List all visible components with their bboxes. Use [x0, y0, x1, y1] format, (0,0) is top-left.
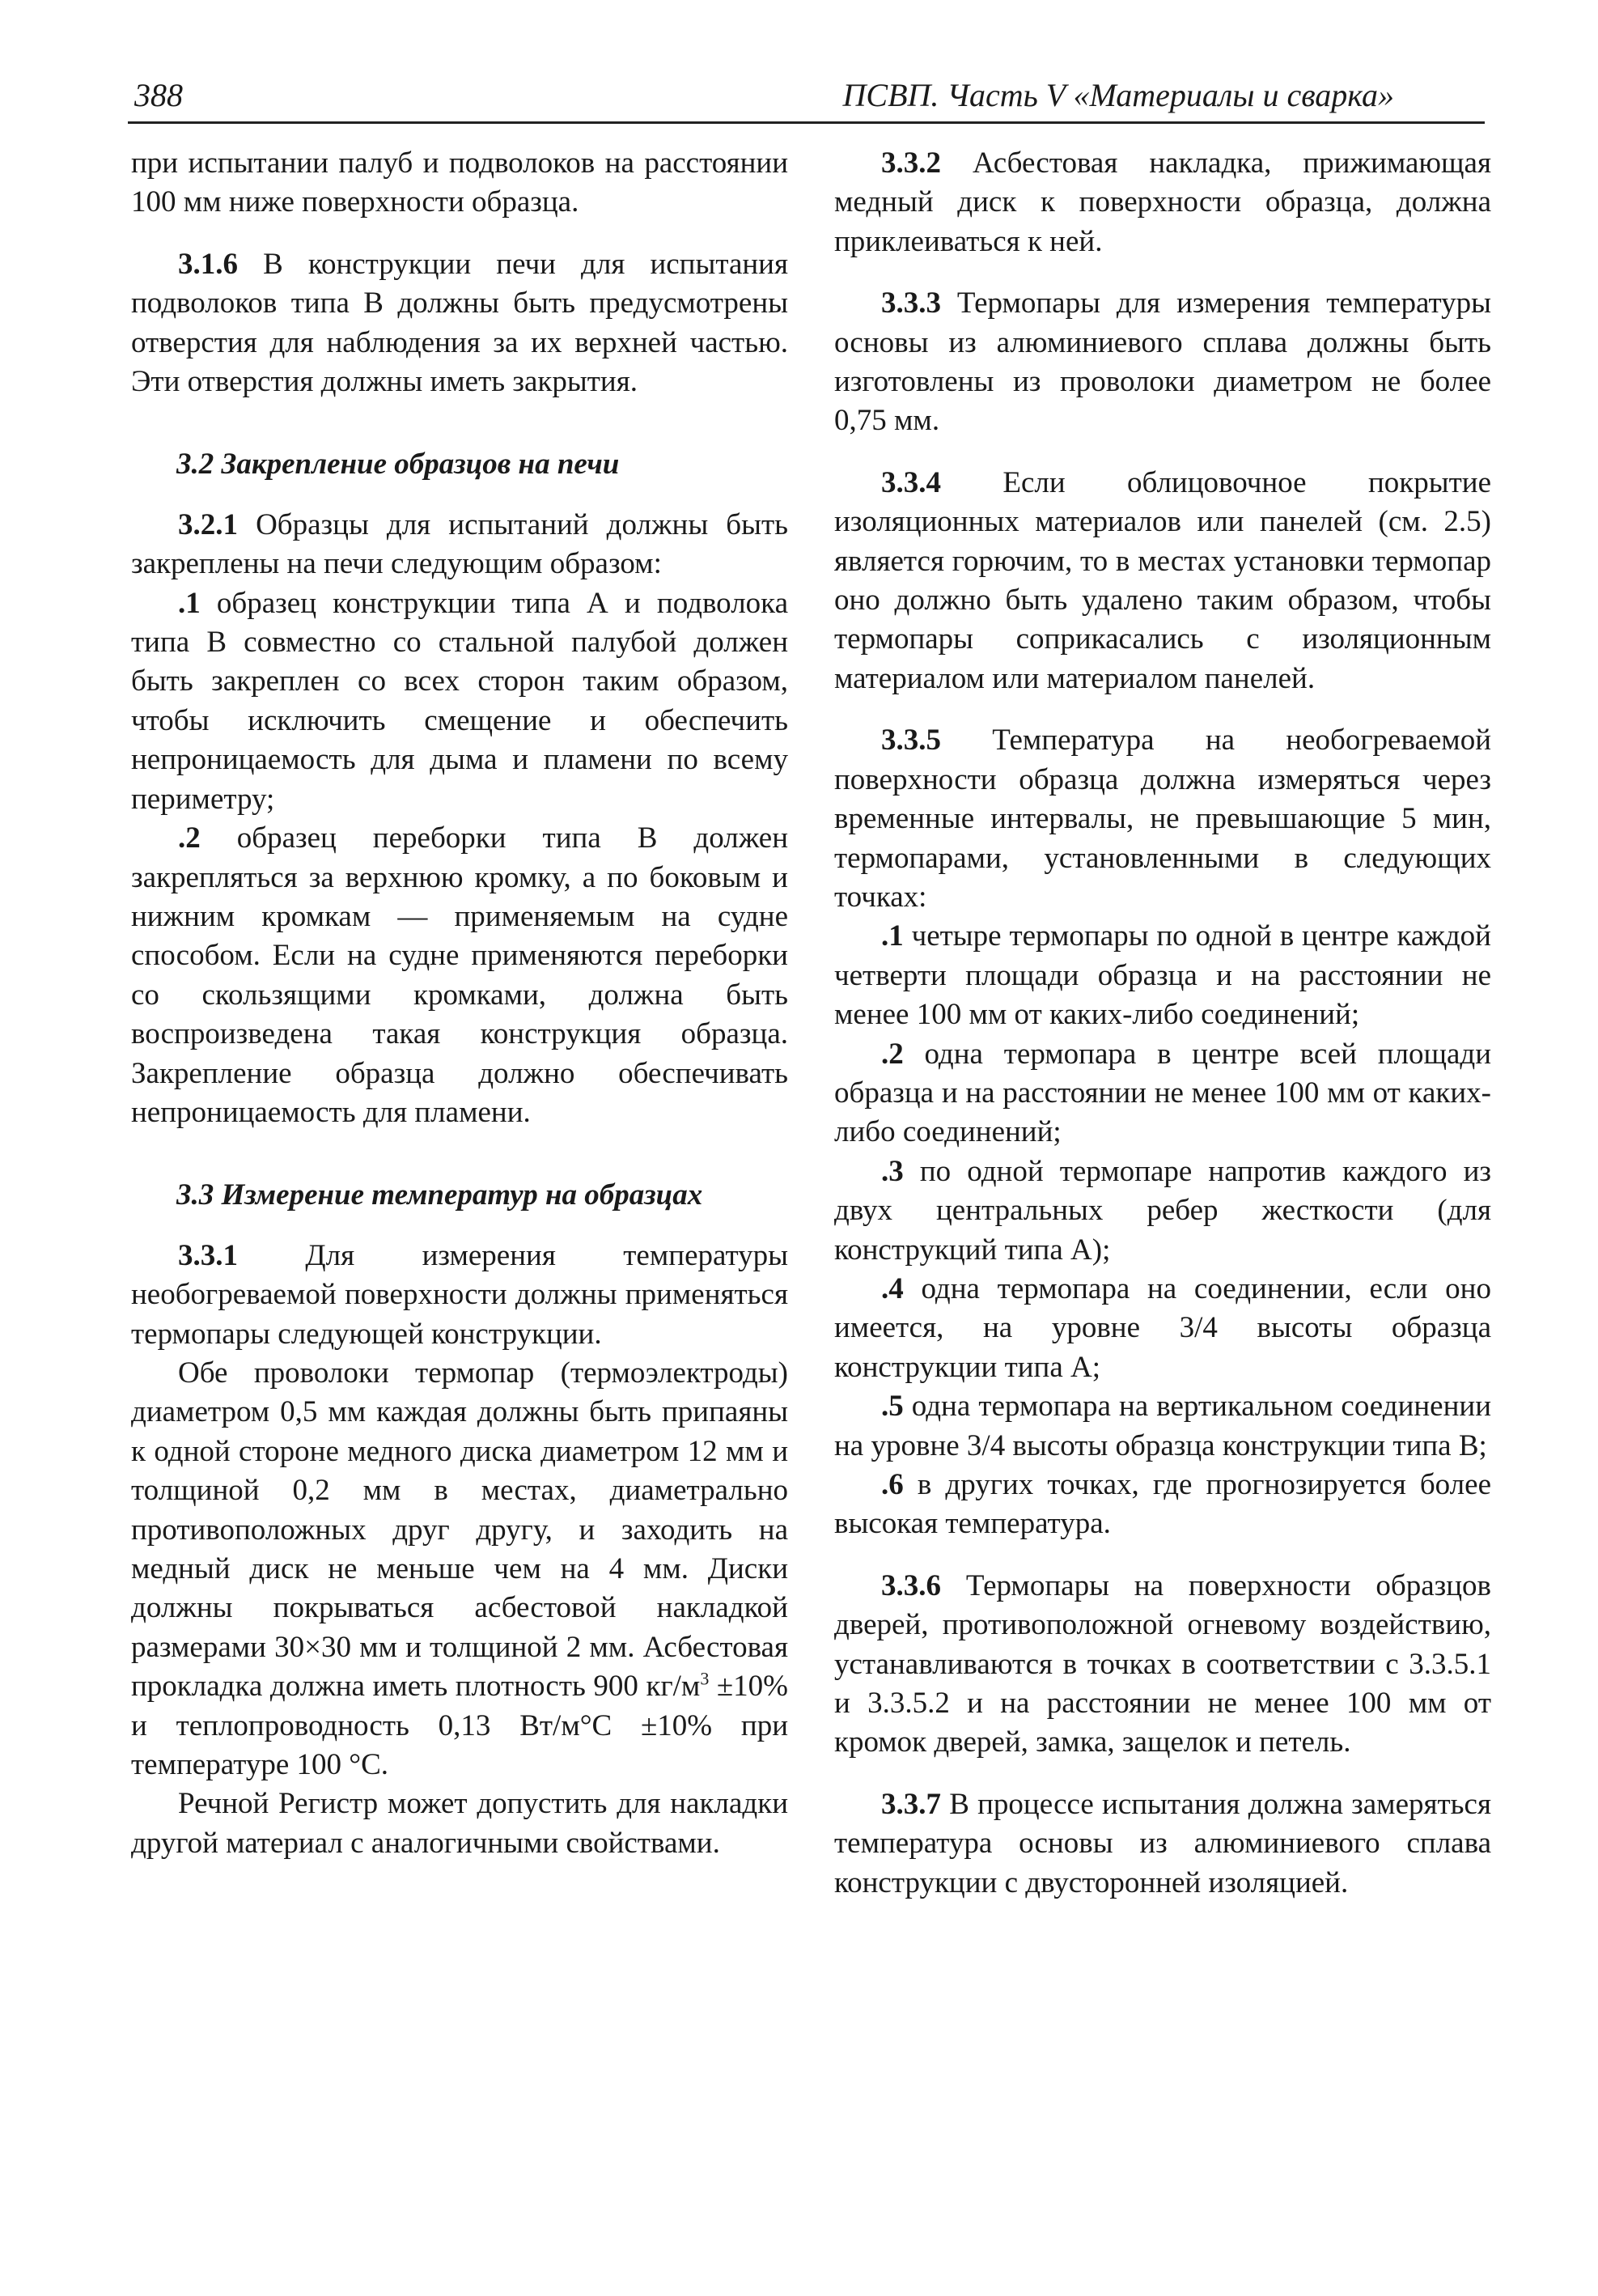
- paragraph-3-2-1: [131, 506, 788, 584]
- item-text: одна термопара на соединении, если оно имеется, на уровне 3/4 высоты образца конструкции типа А;: [834, 1271, 1491, 1384]
- clause-number: 3.3.2: [881, 146, 941, 180]
- item-number: .4: [881, 1271, 904, 1305]
- list-item-6: [834, 1466, 1491, 1544]
- page-header: [128, 71, 1485, 124]
- clause-text: Термопары для измерения температуры основы из алюминиевого сплава должны быть изготовлены из проволоки диаметром не более 0,75 мм.: [834, 286, 1491, 438]
- running-title: ПСВП. Часть V «Материалы и сварка»: [842, 77, 1394, 113]
- item-text: четыре термопары по одной в центре каждой четверти площади образца и на расстоянии не менее 100 мм от каких-либо соединений;: [834, 919, 1491, 1032]
- clause-number: 3.1.6: [178, 247, 238, 281]
- item-text: образец конструкции типа А и подволока типа В совместно со стальной палубой должен быть закреплен со всех сторон таким образом, чтобы исключить смещение и обеспечить непроницаемость для дыма и пламени по всему периметру;: [131, 586, 788, 816]
- item-number: .3: [881, 1154, 904, 1188]
- list-item-1: [834, 917, 1491, 1034]
- clause-text: Для измерения температуры необогреваемой поверхности должны применяться термопары следующей конструкции.: [131, 1238, 788, 1351]
- paragraph-text-part: Обе проволоки термопар (термоэлектроды) диаметром 0,5 мм каждая должны быть припаяны к одной стороне медного диска диаметром 12 мм и толщиной 0,2 мм в местах, диаметрально противоположных друг другу, и заходить на медный диск не меньше чем на 4 мм. Диски должны покрываться асбестовой накладкой размерами 30×30 мм и толщиной 2 мм. Асбестовая прокладка должна иметь плотность 900 кг/м: [131, 1356, 788, 1704]
- superscript-cube: 3: [700, 1668, 710, 1689]
- paragraph-3-3-3: [834, 284, 1491, 441]
- paragraph-3-3-1: [131, 1237, 788, 1354]
- paragraph-3-3-6: [834, 1567, 1491, 1763]
- clause-text: Температура на необогреваемой поверхности образца должна измеряться через временные интервалы, не превышающие 5 мин, термопарами, установленными в следующих точках:: [834, 724, 1491, 914]
- paragraph-3-3-2: [834, 144, 1491, 261]
- list-item-5: [834, 1387, 1491, 1466]
- item-number: .1: [178, 586, 201, 620]
- item-text: одна термопара на вертикальном соединении на уровне 3/4 высоты образца конструкции типа В;: [834, 1390, 1491, 1462]
- clause-number: 3.3.6: [881, 1568, 941, 1602]
- item-number: .2: [178, 821, 201, 855]
- item-number: .1: [881, 919, 904, 953]
- paragraph-register: Речной Регистр может допустить для накладки другой материал с аналогичными свойствами.: [131, 1787, 788, 1860]
- paragraph-3-3-5: [834, 721, 1491, 917]
- clause-number: 3.3.5: [881, 724, 941, 758]
- list-item-2: [834, 1035, 1491, 1152]
- list-item-2: [131, 819, 788, 1132]
- item-text: одна термопара в центре всей площади образца и на расстоянии не менее 100 мм от каких-либо соединений;: [834, 1037, 1491, 1149]
- paragraph-thermocouple-wires: [131, 1354, 788, 1785]
- clause-number: 3.3.4: [881, 465, 941, 499]
- clause-number: 3.3.1: [178, 1238, 238, 1272]
- clause-text: Если облицовочное покрытие изоляционных материалов или панелей (см. 2.5) является горючим, то в местах установки термопар оно должно быть удалено таким образом, чтобы термопары соприкасались с изоляционным материалом или материалом панелей.: [834, 465, 1491, 695]
- paragraph-3-3-7: [834, 1785, 1491, 1903]
- clause-text: Термопары на поверхности образцов дверей, противоположной огневому воздействию, устанавливаются в точках в соответствии с 3.3.5.1 и 3.3.5.2 и на расстоянии не менее 100 мм от кромок дверей, замка, защелок и петель.: [834, 1568, 1491, 1759]
- page-number: 388: [134, 77, 183, 113]
- section-heading-3-3: 3.3 Измерение температур на образцах: [176, 1178, 703, 1212]
- item-text: в других точках, где прогнозируется более высокая температура.: [834, 1468, 1491, 1541]
- paragraph-3-1-6: [131, 245, 788, 402]
- clause-number: 3.3.7: [881, 1787, 941, 1821]
- section-heading-3-2: 3.2 Закрепление образцов на печи: [176, 448, 620, 482]
- item-text: образец переборки типа В должен закрепляться за верхнюю кромку, а по боковым и нижним кромкам — применяемым на судне способом. Если на судне применяются переборки со скользящими кромками, должна быть воспроизведена такая конструкция образца. Закрепление образца должно обеспечивать непроницаемость для пламени.: [131, 821, 788, 1129]
- clause-number: 3.3.3: [881, 286, 941, 320]
- paragraph-text-part: ±10% и теплопроводность 0,13 Вт/м°С ±10% при температуре 100 °С.: [131, 1670, 788, 1782]
- item-text: по одной термопаре напротив каждого из двух центральных ребер жесткости (для конструкций типа А);: [834, 1154, 1491, 1267]
- clause-number: 3.2.1: [178, 507, 238, 541]
- item-number: .5: [881, 1390, 904, 1424]
- item-number: .6: [881, 1468, 904, 1501]
- list-item-1: [131, 584, 788, 819]
- clause-text: В процессе испытания должна замеряться температура основы из алюминиевого сплава конструкции с двусторонней изоляцией.: [834, 1787, 1491, 1899]
- clause-text: В конструкции печи для испытания подволоков типа В должны быть предусмотрены отверстия для наблюдения за их верхней частью. Эти отверстия должны иметь закрытия.: [131, 247, 788, 399]
- clause-text: Образцы для испытаний должны быть закреплены на печи следующим образом:: [131, 507, 788, 581]
- right-column: [834, 144, 1491, 1903]
- paragraph-continuation: при испытании палуб и подволоков на расстоянии 100 мм ниже поверхности образца.: [131, 146, 788, 219]
- clause-text: Асбестовая накладка, прижимающая медный диск к поверхности образца, должна приклеиваться к ней.: [834, 146, 1491, 258]
- left-column: [131, 144, 788, 1863]
- paragraph-3-3-4: [834, 464, 1491, 698]
- list-item-4: [834, 1270, 1491, 1387]
- list-item-3: [834, 1152, 1491, 1270]
- item-number: .2: [881, 1037, 904, 1071]
